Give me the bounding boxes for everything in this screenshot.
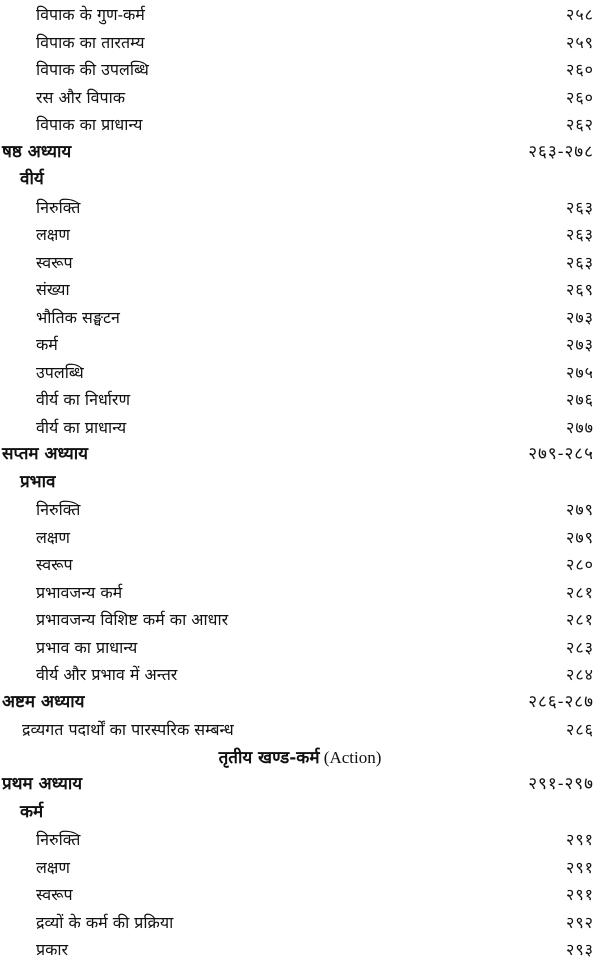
entry-title: प्रभावजन्य कर्म (36, 582, 123, 602)
toc-entry (0, 661, 600, 688)
entry-page-number: २६० (566, 60, 594, 79)
entry-page-number: २९१-२९७ (528, 774, 594, 794)
entry-title: स्वरूप (36, 252, 73, 272)
toc-entry (0, 551, 600, 578)
toc-entry (0, 56, 600, 83)
toc-entry (0, 579, 600, 606)
entry-title: संख्या (36, 280, 70, 299)
entry-title: विपाक का प्राधान्य (36, 115, 143, 134)
entry-title: स्वरूप (36, 555, 73, 574)
toc-entry (0, 936, 600, 963)
entry-title: सप्तम अध्याय (2, 444, 89, 464)
toc-entry (0, 606, 600, 633)
entry-page-number: २८४ (566, 665, 594, 684)
entry-page-number: २८१ (566, 610, 594, 629)
toc-entry (0, 386, 600, 413)
toc-entry (0, 854, 600, 881)
entry-title: स्वरूप (36, 885, 73, 904)
entry-title: विपाक की उपलब्धि (36, 60, 149, 79)
entry-title: लक्षण (36, 527, 70, 547)
entry-title: वीर्य का प्राधान्य (36, 417, 127, 437)
entry-page-number: २७५ (566, 362, 594, 382)
entry-title: वीर्य (20, 169, 44, 189)
section-title (0, 744, 600, 772)
toc-topic (0, 166, 600, 193)
entry-title: वीर्य का निर्धारण (36, 390, 131, 409)
toc-entry (0, 496, 600, 523)
toc-chapter (0, 771, 600, 798)
toc-entry (0, 276, 600, 303)
toc-entry (0, 29, 600, 56)
entry-page-number: २५८ (566, 5, 594, 24)
entry-title: निरुक्ति (36, 830, 81, 849)
entry-page-number: २७३ (566, 335, 594, 354)
toc-topic (0, 469, 600, 496)
entry-title: लक्षण (36, 225, 70, 244)
toc-chapter (0, 139, 600, 166)
entry-title: प्रभावजन्य विशिष्ट कर्म का आधार (36, 610, 229, 629)
toc-entry (0, 716, 600, 743)
entry-page-number: २९१ (566, 885, 594, 904)
entry-page-number: २६३-२७८ (528, 141, 594, 162)
entry-title: प्रथम अध्याय (2, 774, 83, 794)
entry-title: वीर्य और प्रभाव में अन्तर (36, 665, 178, 684)
entry-page-number: २८६-२८७ (528, 691, 594, 712)
entry-page-number: २६३ (566, 197, 594, 217)
entry-title: भौतिक सङ्घटन (36, 307, 120, 327)
entry-title: निरुक्ति (36, 197, 81, 217)
toc-entry (0, 111, 600, 138)
entry-title: लक्षण (36, 857, 70, 877)
entry-page-number: २९१ (566, 857, 594, 877)
section-title-english: (Action) (319, 747, 382, 767)
entry-title: कर्म (36, 335, 58, 354)
toc-entry (0, 1, 600, 28)
entry-title: उपलब्धि (36, 362, 84, 382)
toc-entry (0, 359, 600, 386)
toc-topic (0, 799, 600, 826)
entry-page-number: २६३ (566, 252, 594, 272)
entry-page-number: २८६ (566, 720, 594, 739)
entry-page-number: २६२ (566, 115, 594, 134)
entry-title: द्रव्यों के कर्म की प्रक्रिया (36, 912, 174, 932)
toc-entry (0, 634, 600, 661)
entry-page-number: २९२ (566, 912, 594, 932)
entry-title: अष्टम अध्याय (2, 691, 85, 712)
entry-title: षष्ठ अध्याय (2, 141, 72, 162)
entry-page-number: २९३ (566, 940, 594, 959)
entry-title: प्रभाव का प्राधान्य (36, 637, 138, 657)
toc-entry (0, 221, 600, 248)
toc-chapter (0, 689, 600, 716)
entry-title: प्रकार (36, 940, 69, 959)
entry-page-number: २८१ (566, 582, 594, 602)
entry-title: प्रभाव (20, 471, 56, 492)
toc-entry (0, 194, 600, 221)
toc-chapter (0, 441, 600, 468)
toc-entry (0, 826, 600, 853)
entry-page-number: २७९ (566, 527, 594, 547)
entry-title: निरुक्ति (36, 500, 81, 519)
entry-page-number: २७९ (566, 500, 594, 519)
entry-page-number: २६९ (566, 280, 594, 299)
toc-entry (0, 304, 600, 331)
toc-entry (0, 414, 600, 441)
entry-page-number: २७७ (566, 417, 594, 437)
toc-section-heading (0, 744, 600, 771)
toc-entry (0, 524, 600, 551)
entry-page-number: २९१ (566, 830, 594, 849)
entry-page-number: २८० (566, 555, 594, 574)
section-title-hindi: तृतीय खण्ड-कर्म (218, 747, 320, 768)
entry-title: द्रव्यगत पदार्थों का पारस्परिक सम्बन्ध (22, 720, 234, 739)
toc-entry (0, 331, 600, 358)
entry-page-number: २७३ (566, 307, 594, 327)
toc-entry (0, 881, 600, 908)
entry-title: विपाक का तारतम्य (36, 32, 145, 52)
entry-page-number: २८३ (566, 637, 594, 657)
entry-title: रस और विपाक (36, 87, 126, 107)
toc-entry (0, 249, 600, 276)
entry-page-number: २६० (566, 87, 594, 107)
toc-entry (0, 84, 600, 111)
entry-page-number: २७९-२८५ (528, 444, 594, 464)
toc-entry (0, 909, 600, 936)
entry-page-number: २७६ (566, 390, 594, 409)
entry-page-number: २५९ (566, 32, 594, 52)
entry-page-number: २६३ (566, 225, 594, 244)
entry-title: कर्म (20, 801, 44, 822)
entry-title: विपाक के गुण-कर्म (36, 5, 145, 24)
